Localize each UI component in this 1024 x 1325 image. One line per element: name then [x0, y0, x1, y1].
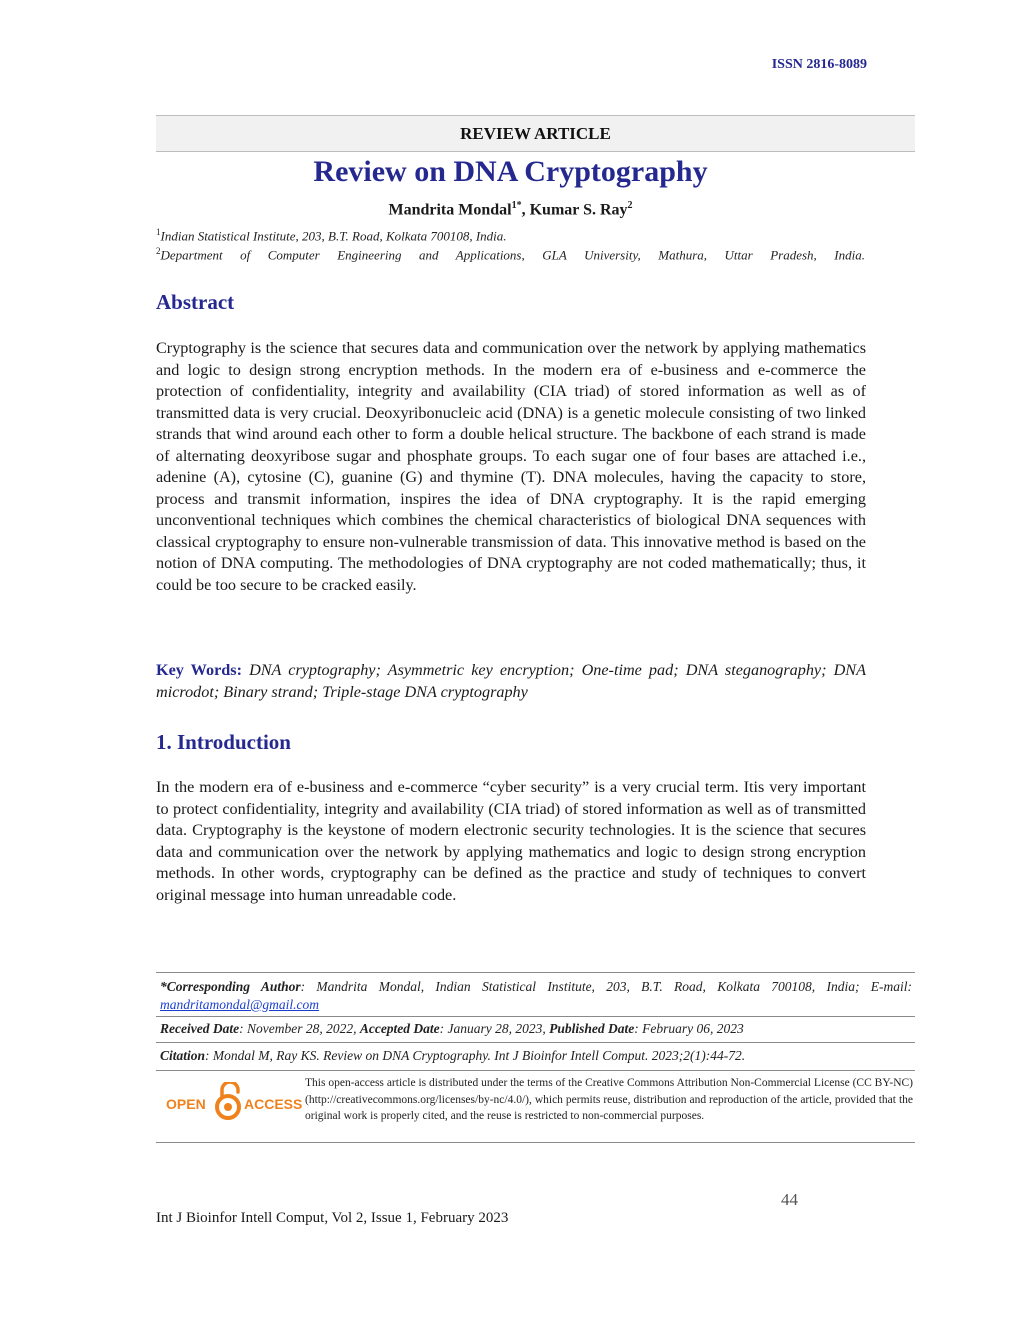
introduction-body: In the modern era of e-business and e-commerce “cyber security” is a very crucial term. Itis very important to protect confidentiality, integrity and availability (CIA triad) of stored information as well as of transmitted data. Cryptography is the keystone of modern electronic security technologies. It is the science that secures data and communication over the network by applying mathematics and logic to design strong encryption methods. In other words, cryptography can be defined as the practice and study of techniques to convert original message into human unreadable code.	[156, 778, 866, 904]
abstract-heading: Abstract	[156, 290, 235, 314]
footnote-rule	[156, 1070, 915, 1071]
citation-note	[160, 1047, 912, 1065]
affiliation-1	[156, 227, 865, 244]
received-value: : November 28, 2022,	[239, 1021, 360, 1036]
open-access-logo-right-text: ACCESS	[244, 1096, 302, 1112]
journal-footer: Int J Bioinfor Intell Comput, Vol 2, Issue 1, February 2023	[156, 1210, 509, 1226]
open-access-logo	[166, 1082, 302, 1122]
published-value: : February 06, 2023	[634, 1021, 744, 1036]
author-line	[156, 200, 865, 219]
keywords-label: Key Words	[156, 661, 237, 679]
accepted-label: Accepted Date	[359, 1021, 440, 1036]
abstract-body: Cryptography is the science that secures data and communication over the network by applying mathematics and logic to design strong encryption methods. In the modern era of e-business and e-commerce the protection of confidentiality, integrity and availability (CIA triad) of stored information as well as of transmitted data is very crucial. Deoxyribonucleic acid (DNA) is a genetic molecule consisting of two linked strands that wind around each other to form a double helical structure. The backbone of each strand is made of alternating deoxyribose sugar and phosphate groups. To each sugar one of four bases are attached i.e., adenine (A), cytosine (C), guanine (G) and thymine (T). DNA molecules, having the capacity to store, process and transmit information, inspires the idea of DNA cryptography. It is the rapid emerging unconventional techniques which combines the chemical characteristics of biological DNA sequences with classical cryptography to ensure non-vulnerable transmission of data. This innovative method is based on the notion of DNA computing. The methodologies of DNA cryptography are not coded mathematically; thus, it could be too secure to be cracked easily.	[156, 339, 866, 594]
author-2-name: Kumar S. Ray	[529, 201, 628, 219]
license-text: This open-access article is distributed under the terms of the Creative Commons Attribution Non-Commercial License (CC BY-NC) (http://creativecommons.org/licenses/by-nc/4.0/), which permits reuse, distribution and reproduction of the article, provided that the original work is properly cited, and the reuse is restricted to non-commercial purposes.	[305, 1077, 913, 1122]
paper-title: Review on DNA Cryptography	[313, 155, 708, 188]
email-link[interactable]: mandritamondal@gmail.com	[160, 997, 320, 1012]
affiliation-1-num: 1	[156, 227, 161, 237]
author-2-sup: 2	[627, 200, 633, 211]
dates-note	[160, 1020, 912, 1038]
keywords	[156, 660, 866, 703]
author-separator: ,	[521, 201, 530, 219]
author-1-sup: 1*	[511, 200, 522, 211]
open-lock-icon	[217, 1082, 239, 1118]
corresponding-text: : Mandrita Mondal, Indian Statistical Institute, 203, B.T. Road, Kolkata 700108, India; E-mail:	[300, 979, 912, 994]
footnote-rule	[156, 972, 915, 973]
affiliation-2-num: 2	[156, 246, 161, 256]
article-type-banner: REVIEW ARTICLE	[156, 115, 915, 152]
author-1-name: Mandrita Mondal	[388, 201, 512, 219]
accepted-value: : January 28, 2023,	[439, 1021, 550, 1036]
footnote-rule	[156, 1016, 915, 1017]
keywords-text: DNA cryptography; Asymmetric key encryption; One-time pad; DNA steganography; DNA microdot; Binary strand; Triple-stage DNA cryptography	[156, 661, 866, 701]
open-access-logo-left-text: OPEN	[166, 1096, 206, 1112]
introduction-heading: 1. Introduction	[156, 730, 291, 754]
citation-text: : Mondal M, Ray KS. Review on DNA Cryptography. Int J Bioinfor Intell Comput. 2023;2(1):44-72.	[205, 1048, 746, 1063]
corresponding-author-note	[160, 978, 912, 1014]
affiliation-1-text: Indian Statistical Institute, 203, B.T. Road, Kolkata 700108, India.	[160, 228, 507, 244]
keywords-colon: :	[236, 661, 250, 679]
issn-label: ISSN 2816-8089	[771, 57, 867, 72]
corresponding-label: *Corresponding Author	[160, 979, 301, 994]
page-number: 44	[781, 1190, 798, 1209]
citation-label: Citation	[160, 1048, 206, 1063]
received-label: Received Date	[160, 1021, 240, 1036]
footnote-rule	[156, 1142, 915, 1143]
affiliation-2	[156, 246, 865, 263]
footnote-rule	[156, 1042, 915, 1043]
published-label: Published Date	[549, 1021, 635, 1036]
affiliation-2-text: Department of Computer Engineering and Applications, GLA University, Mathura, Uttar Pradesh, India.	[160, 247, 865, 263]
